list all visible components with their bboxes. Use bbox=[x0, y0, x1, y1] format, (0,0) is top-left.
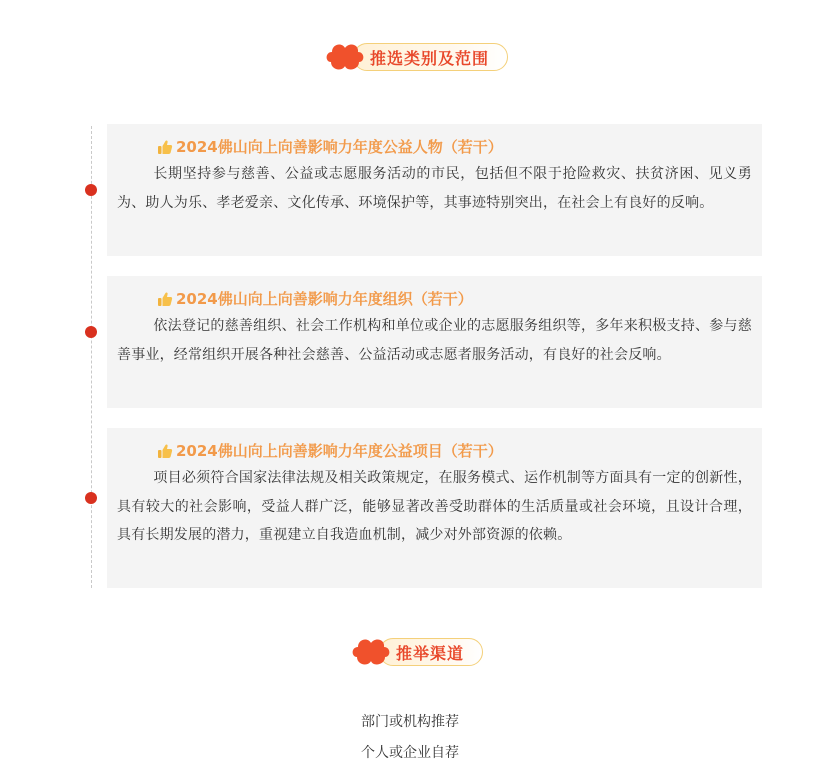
card-title bbox=[157, 136, 752, 158]
channel-item: 个人或企业自荐 bbox=[361, 745, 459, 761]
section-heading-channels bbox=[351, 637, 483, 667]
cloud-ornament-icon bbox=[325, 40, 365, 74]
section-heading-label: 推举渠道 bbox=[379, 638, 483, 666]
cloud-ornament-icon bbox=[351, 635, 391, 669]
section-heading-categories bbox=[325, 42, 508, 72]
card-body: 依法登记的慈善组织、社会工作机构和单位或企业的志愿服务组织等，多年来积极支持、参与慈善事业，经常组织开展各种社会慈善、公益活动或志愿者服务活动，有良好的社会反响。 bbox=[117, 318, 752, 363]
timeline-dot bbox=[85, 326, 97, 338]
card-title bbox=[157, 440, 752, 462]
thumbs-up-icon bbox=[157, 291, 173, 307]
channel-list bbox=[0, 707, 820, 769]
thumbs-up-icon bbox=[157, 139, 173, 155]
timeline-dot bbox=[85, 184, 97, 196]
card-title-text: 2024佛山向上向善影响力年度公益项目（若干） bbox=[176, 442, 503, 460]
thumbs-up-icon bbox=[157, 443, 173, 459]
category-card-organization bbox=[107, 276, 762, 408]
section-heading-label: 推选类别及范围 bbox=[353, 43, 508, 71]
channel-item: 部门或机构推荐 bbox=[361, 714, 459, 730]
card-title-text: 2024佛山向上向善影响力年度组织（若干） bbox=[176, 290, 473, 308]
card-body: 长期坚持参与慈善、公益或志愿服务活动的市民，包括但不限于抢险救灾、扶贫济困、见义勇为、助人为乐、孝老爱亲、文化传承、环境保护等，其事迹特别突出，在社会上有良好的反响。 bbox=[117, 166, 752, 211]
card-title-text: 2024佛山向上向善影响力年度公益人物（若干） bbox=[176, 138, 503, 156]
card-body: 项目必须符合国家法律法规及相关政策规定，在服务模式、运作机制等方面具有一定的创新性，具有较大的社会影响，受益人群广泛，能够显著改善受助群体的生活质量或社会环境，且设计合理，具有长期发展的潜力，重视建立自我造血机制，减少对外部资源的依赖。 bbox=[117, 470, 752, 543]
category-card-project bbox=[107, 428, 762, 588]
card-title bbox=[157, 288, 752, 310]
category-card-person bbox=[107, 124, 762, 256]
timeline-dot bbox=[85, 492, 97, 504]
